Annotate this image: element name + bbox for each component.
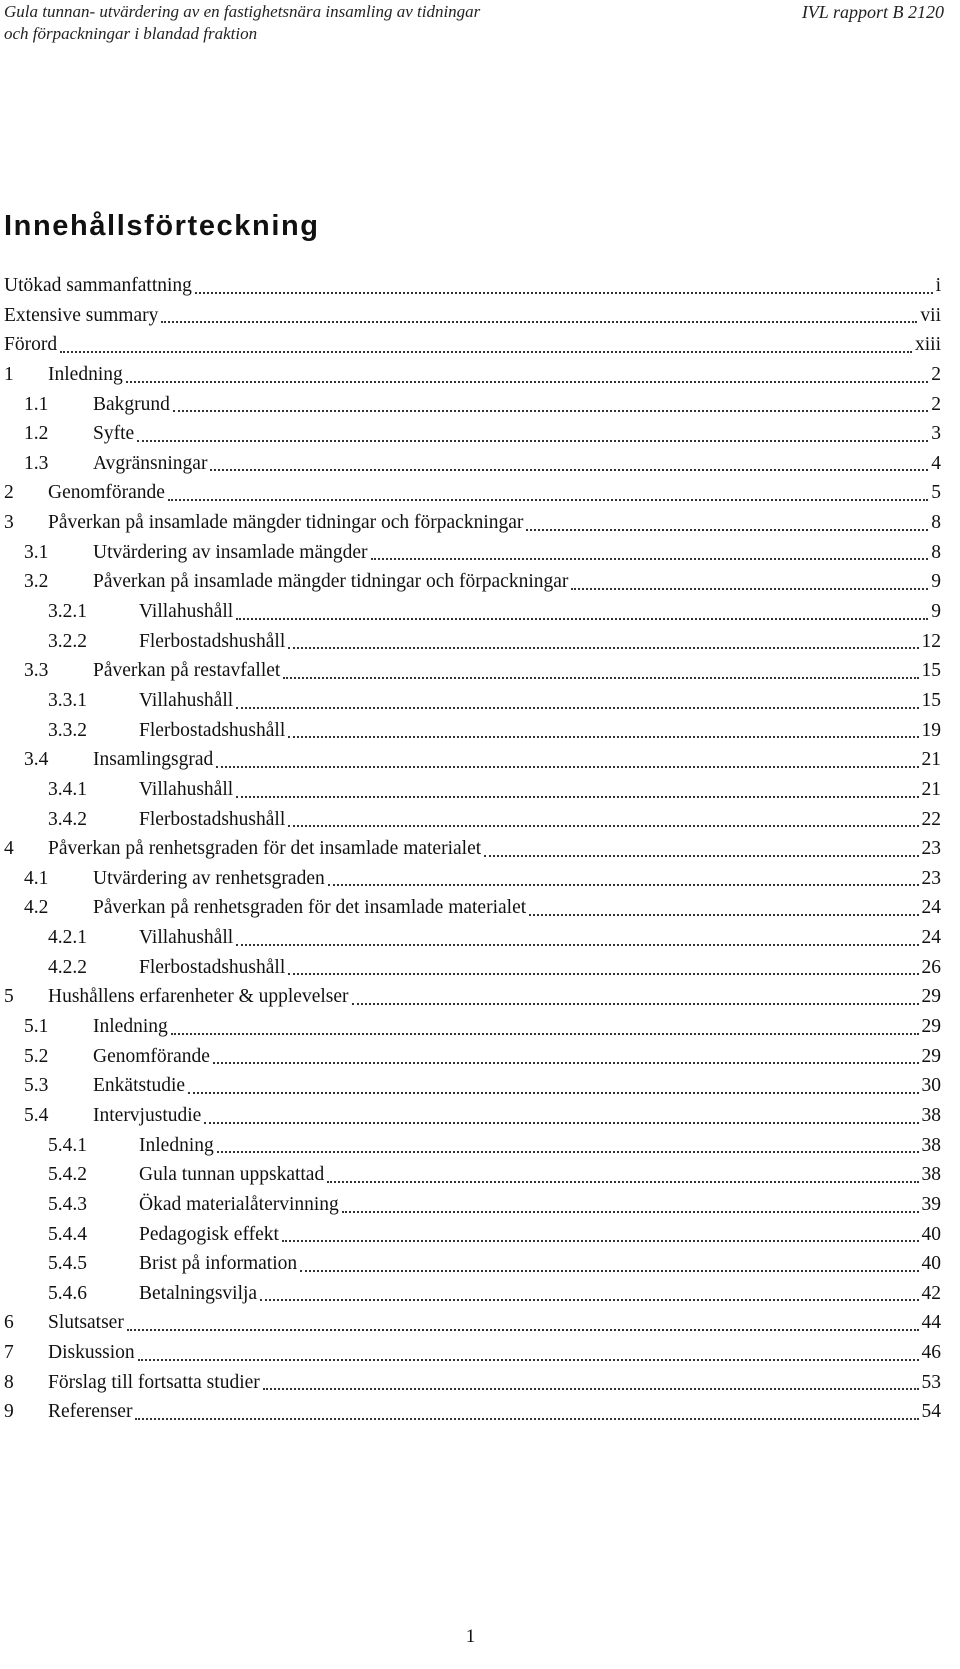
toc-entry-page: 30: [920, 1071, 942, 1101]
toc-entry[interactable]: [0, 805, 941, 835]
toc-entry-number: 8: [4, 1368, 14, 1398]
toc-entry-number: 5.4.3: [48, 1190, 87, 1220]
toc-entry-number: 4.2.1: [48, 923, 87, 953]
toc-entry-page: 23: [920, 834, 942, 864]
toc-entry-number: 5.2: [24, 1042, 48, 1072]
toc-entry-number: 4: [4, 834, 14, 864]
toc-entry-number: 1: [4, 360, 14, 390]
toc-entry-page: 42: [920, 1279, 942, 1309]
toc-entry[interactable]: [0, 1279, 941, 1309]
toc-entry-title: Villahushåll: [139, 686, 235, 716]
toc-entry-leader: [236, 707, 918, 709]
toc-entry-page: 29: [920, 982, 942, 1012]
toc-entry-page: i: [934, 271, 941, 301]
toc-entry-leader: [138, 1359, 919, 1361]
toc-entry-title: Diskussion: [48, 1338, 137, 1368]
toc-entry-title: Brist på information: [139, 1249, 299, 1279]
toc-entry-title: Villahushåll: [139, 775, 235, 805]
toc-entry[interactable]: [0, 330, 941, 360]
toc-entry-leader: [137, 440, 928, 442]
toc-entry-page: 9: [929, 597, 941, 627]
toc-entry-leader: [236, 618, 928, 620]
toc-entry-leader: [484, 855, 918, 857]
toc-entry-leader: [161, 321, 917, 323]
toc-entry-title: Flerbostadshushåll: [139, 716, 287, 746]
toc-entry[interactable]: [0, 834, 941, 864]
toc-entry-title: Utökad sammanfattning: [4, 271, 194, 301]
toc-entry-title: Intervjustudie: [93, 1101, 203, 1131]
toc-entry-leader: [210, 469, 928, 471]
toc-entry-leader: [236, 944, 918, 946]
toc-entry-page: 40: [920, 1220, 942, 1250]
toc-entry-leader: [204, 1122, 918, 1124]
toc-entry-title: Bakgrund: [93, 390, 172, 420]
toc-entry-leader: [529, 914, 918, 916]
toc-entry-number: 3.2: [24, 567, 48, 597]
toc-entry-title: Villahushåll: [139, 923, 235, 953]
toc-entry-number: 1.1: [24, 390, 48, 420]
toc-entry[interactable]: [0, 923, 941, 953]
toc-entry-page: 53: [920, 1368, 942, 1398]
toc-entry[interactable]: [0, 1190, 941, 1220]
toc-entry-title: Genomförande: [93, 1042, 212, 1072]
toc-entry-title: Inledning: [93, 1012, 170, 1042]
toc-entry-number: 7: [4, 1338, 14, 1368]
toc-entry-number: 5.4.6: [48, 1279, 87, 1309]
toc-entry-number: 3.4: [24, 745, 48, 775]
toc-entry-number: 6: [4, 1308, 14, 1338]
toc-entry[interactable]: [0, 1131, 941, 1161]
toc-entry-leader: [327, 1181, 918, 1183]
toc-entry-number: 5.4.5: [48, 1249, 87, 1279]
toc-entry-leader: [188, 1092, 918, 1094]
toc-entry-title: Förord: [4, 330, 59, 360]
toc-entry-leader: [282, 1240, 919, 1242]
toc-entry[interactable]: [0, 982, 941, 1012]
toc-entry-title: Utvärdering av renhetsgraden: [93, 864, 327, 894]
toc-entry[interactable]: [0, 775, 941, 805]
toc-entry-title: Syfte: [93, 419, 136, 449]
toc-entry-leader: [288, 647, 918, 649]
toc-entry[interactable]: [0, 271, 941, 301]
toc-entry-title: Hushållens erfarenheter & upplevelser: [48, 982, 351, 1012]
toc-entry-leader: [216, 766, 918, 768]
toc-entry-leader: [217, 1151, 919, 1153]
toc-entry-page: 39: [920, 1190, 942, 1220]
toc-entry-title: Enkätstudie: [93, 1071, 187, 1101]
toc-entry-title: Ökad materialåtervinning: [139, 1190, 341, 1220]
toc-entry-leader: [283, 677, 918, 679]
toc-entry-number: 4.1: [24, 864, 48, 894]
toc-entry[interactable]: [0, 478, 941, 508]
toc-entry-number: 3.4.2: [48, 805, 87, 835]
toc-entry-page: 15: [920, 686, 942, 716]
toc-entry-title: Påverkan på insamlade mängder tidningar och förpackningar: [48, 508, 525, 538]
toc-entry[interactable]: [0, 1101, 941, 1131]
toc-entry[interactable]: [0, 1249, 941, 1279]
toc-entry-leader: [352, 1003, 919, 1005]
toc-entry-title: Insamlingsgrad: [93, 745, 215, 775]
toc-entry-title: Villahushåll: [139, 597, 235, 627]
toc-entry-page: 29: [920, 1012, 942, 1042]
toc-entry-page: 12: [920, 627, 942, 657]
toc-entry-title: Utvärdering av insamlade mängder: [93, 538, 370, 568]
toc-entry-number: 5.4.4: [48, 1220, 87, 1250]
toc-entry-title: Pedagogisk effekt: [139, 1220, 281, 1250]
toc-entry-page: 46: [920, 1338, 942, 1368]
toc-entry-leader: [342, 1211, 919, 1213]
toc-entry-title: Påverkan på restavfallet: [93, 656, 282, 686]
toc-entry-number: 3.4.1: [48, 775, 87, 805]
toc-entry-leader: [371, 558, 929, 560]
toc-entry[interactable]: [0, 893, 941, 923]
report-title-line-1: Gula tunnan- utvärdering av en fastighetsnära insamling av tidningar: [4, 2, 481, 21]
toc-entry-title: Påverkan på renhetsgraden för det insamlade materialet: [48, 834, 483, 864]
toc-entry-number: 3.2.2: [48, 627, 87, 657]
toc-entry[interactable]: [0, 1220, 941, 1250]
toc-entry-number: 5.3: [24, 1071, 48, 1101]
toc-entry[interactable]: [0, 360, 941, 390]
toc-entry[interactable]: [0, 1012, 941, 1042]
toc-entry-number: 3.3.2: [48, 716, 87, 746]
toc-entry-leader: [260, 1299, 918, 1301]
toc-entry-page: 40: [920, 1249, 942, 1279]
toc-entry-leader: [195, 292, 933, 294]
toc-entry-page: 24: [920, 923, 942, 953]
toc-entry-page: 9: [929, 567, 941, 597]
toc-entry-number: 1.2: [24, 419, 48, 449]
toc-entry-page: vii: [918, 301, 941, 331]
toc-entry[interactable]: [0, 390, 941, 420]
toc-entry-leader: [127, 1329, 919, 1331]
toc-entry[interactable]: [0, 508, 941, 538]
toc-entry-page: 5: [929, 478, 941, 508]
report-number: IVL rapport B 2120: [801, 2, 944, 22]
toc-entry-leader: [135, 1418, 918, 1420]
toc-entry[interactable]: [0, 419, 941, 449]
toc-entry-number: 3.3: [24, 656, 48, 686]
toc-entry-number: 5.4: [24, 1101, 48, 1131]
toc-entry-title: Flerbostadshushåll: [139, 627, 287, 657]
toc-entry-title: Referenser: [48, 1397, 134, 1427]
toc-entry-leader: [288, 736, 918, 738]
toc-entry[interactable]: [0, 301, 941, 331]
toc-entry-page: xiii: [913, 330, 941, 360]
toc-entry-number: 3.3.1: [48, 686, 87, 716]
toc-entry-leader: [236, 796, 918, 798]
toc-entry[interactable]: [0, 1160, 941, 1190]
toc-entry-page: 38: [920, 1160, 942, 1190]
toc-entry-page: 15: [920, 656, 942, 686]
toc-entry-page: 23: [920, 864, 942, 894]
toc-entry[interactable]: [0, 1338, 941, 1368]
toc-entry[interactable]: [0, 864, 941, 894]
toc-entry[interactable]: [0, 656, 941, 686]
page-header: [4, 0, 944, 52]
toc-entry-page: 19: [920, 716, 942, 746]
toc-entry-leader: [328, 884, 919, 886]
toc-heading: Innehållsförteckning: [4, 210, 320, 242]
toc-entry-page: 4: [929, 449, 941, 479]
report-title-line-2: och förpackningar i blandad fraktion: [4, 24, 258, 43]
toc-entry[interactable]: [0, 627, 941, 657]
toc-entry-number: 2: [4, 478, 14, 508]
toc-entry-title: Slutsatser: [48, 1308, 126, 1338]
toc-entry-title: Gula tunnan uppskattad: [139, 1160, 326, 1190]
toc-entry[interactable]: [0, 745, 941, 775]
toc-entry-title: Inledning: [48, 360, 125, 390]
toc-entry-number: 5.4.2: [48, 1160, 87, 1190]
toc-entry[interactable]: [0, 953, 941, 983]
report-title: [4, 1, 480, 45]
toc-entry-number: 5: [4, 982, 14, 1012]
toc-entry-number: 3.2.1: [48, 597, 87, 627]
toc-entry[interactable]: [0, 449, 941, 479]
toc-entry-number: 1.3: [24, 449, 48, 479]
toc-entry-leader: [288, 825, 918, 827]
toc-entry-number: 4.2.2: [48, 953, 87, 983]
toc-entry-title: Påverkan på insamlade mängder tidningar och förpackningar: [93, 567, 570, 597]
toc-entry-page: 38: [920, 1101, 942, 1131]
toc-entry-number: 4.2: [24, 893, 48, 923]
toc-entry[interactable]: [0, 567, 941, 597]
toc-entry-leader: [60, 351, 912, 353]
toc-entry[interactable]: [0, 1042, 941, 1072]
toc-entry[interactable]: [0, 686, 941, 716]
toc-entry-page: 21: [920, 745, 942, 775]
toc-entry-leader: [300, 1270, 918, 1272]
toc-entry-leader: [263, 1388, 919, 1390]
toc-entry-leader: [126, 381, 929, 383]
toc-entry-page: 2: [929, 360, 941, 390]
toc-entry-title: Inledning: [139, 1131, 216, 1161]
toc-entry-title: Påverkan på renhetsgraden för det insamlade materialet: [93, 893, 528, 923]
toc-entry[interactable]: [0, 1368, 941, 1398]
toc-entry-leader: [168, 499, 928, 501]
toc-entry-number: 3.1: [24, 538, 48, 568]
toc-entry-page: 21: [920, 775, 942, 805]
toc-entry-page: 2: [929, 390, 941, 420]
toc-entry[interactable]: [0, 1308, 941, 1338]
toc-entry-leader: [526, 529, 928, 531]
toc-entry-page: 38: [920, 1131, 942, 1161]
toc-entry-page: 44: [920, 1308, 942, 1338]
toc-entry-page: 29: [920, 1042, 942, 1072]
toc-entry-page: 3: [929, 419, 941, 449]
toc-entry-title: Flerbostadshushåll: [139, 953, 287, 983]
toc-entry-page: 22: [920, 805, 942, 835]
toc-entry-title: Flerbostadshushåll: [139, 805, 287, 835]
toc-entry-leader: [171, 1033, 919, 1035]
table-of-contents: [0, 271, 941, 1427]
toc-entry-number: 3: [4, 508, 14, 538]
toc-entry[interactable]: [0, 1397, 941, 1427]
toc-entry[interactable]: [0, 716, 941, 746]
toc-entry-number: 5.1: [24, 1012, 48, 1042]
toc-entry[interactable]: [0, 538, 941, 568]
toc-entry[interactable]: [0, 597, 941, 627]
toc-entry-page: 26: [920, 953, 942, 983]
toc-entry-leader: [173, 410, 928, 412]
toc-entry-title: Avgränsningar: [93, 449, 209, 479]
toc-entry-page: 54: [920, 1397, 942, 1427]
toc-entry-number: 5.4.1: [48, 1131, 87, 1161]
toc-entry-title: Betalningsvilja: [139, 1279, 259, 1309]
toc-entry-title: Extensive summary: [4, 301, 160, 331]
toc-entry-title: Genomförande: [48, 478, 167, 508]
toc-entry-number: 9: [4, 1397, 14, 1427]
toc-entry[interactable]: [0, 1071, 941, 1101]
toc-entry-page: 8: [929, 538, 941, 568]
toc-entry-page: 8: [929, 508, 941, 538]
toc-entry-title: Förslag till fortsatta studier: [48, 1368, 262, 1398]
toc-entry-leader: [213, 1062, 919, 1064]
toc-entry-leader: [571, 588, 928, 590]
toc-entry-leader: [288, 973, 918, 975]
page-number: 1: [465, 1626, 476, 1647]
toc-entry-page: 24: [920, 893, 942, 923]
